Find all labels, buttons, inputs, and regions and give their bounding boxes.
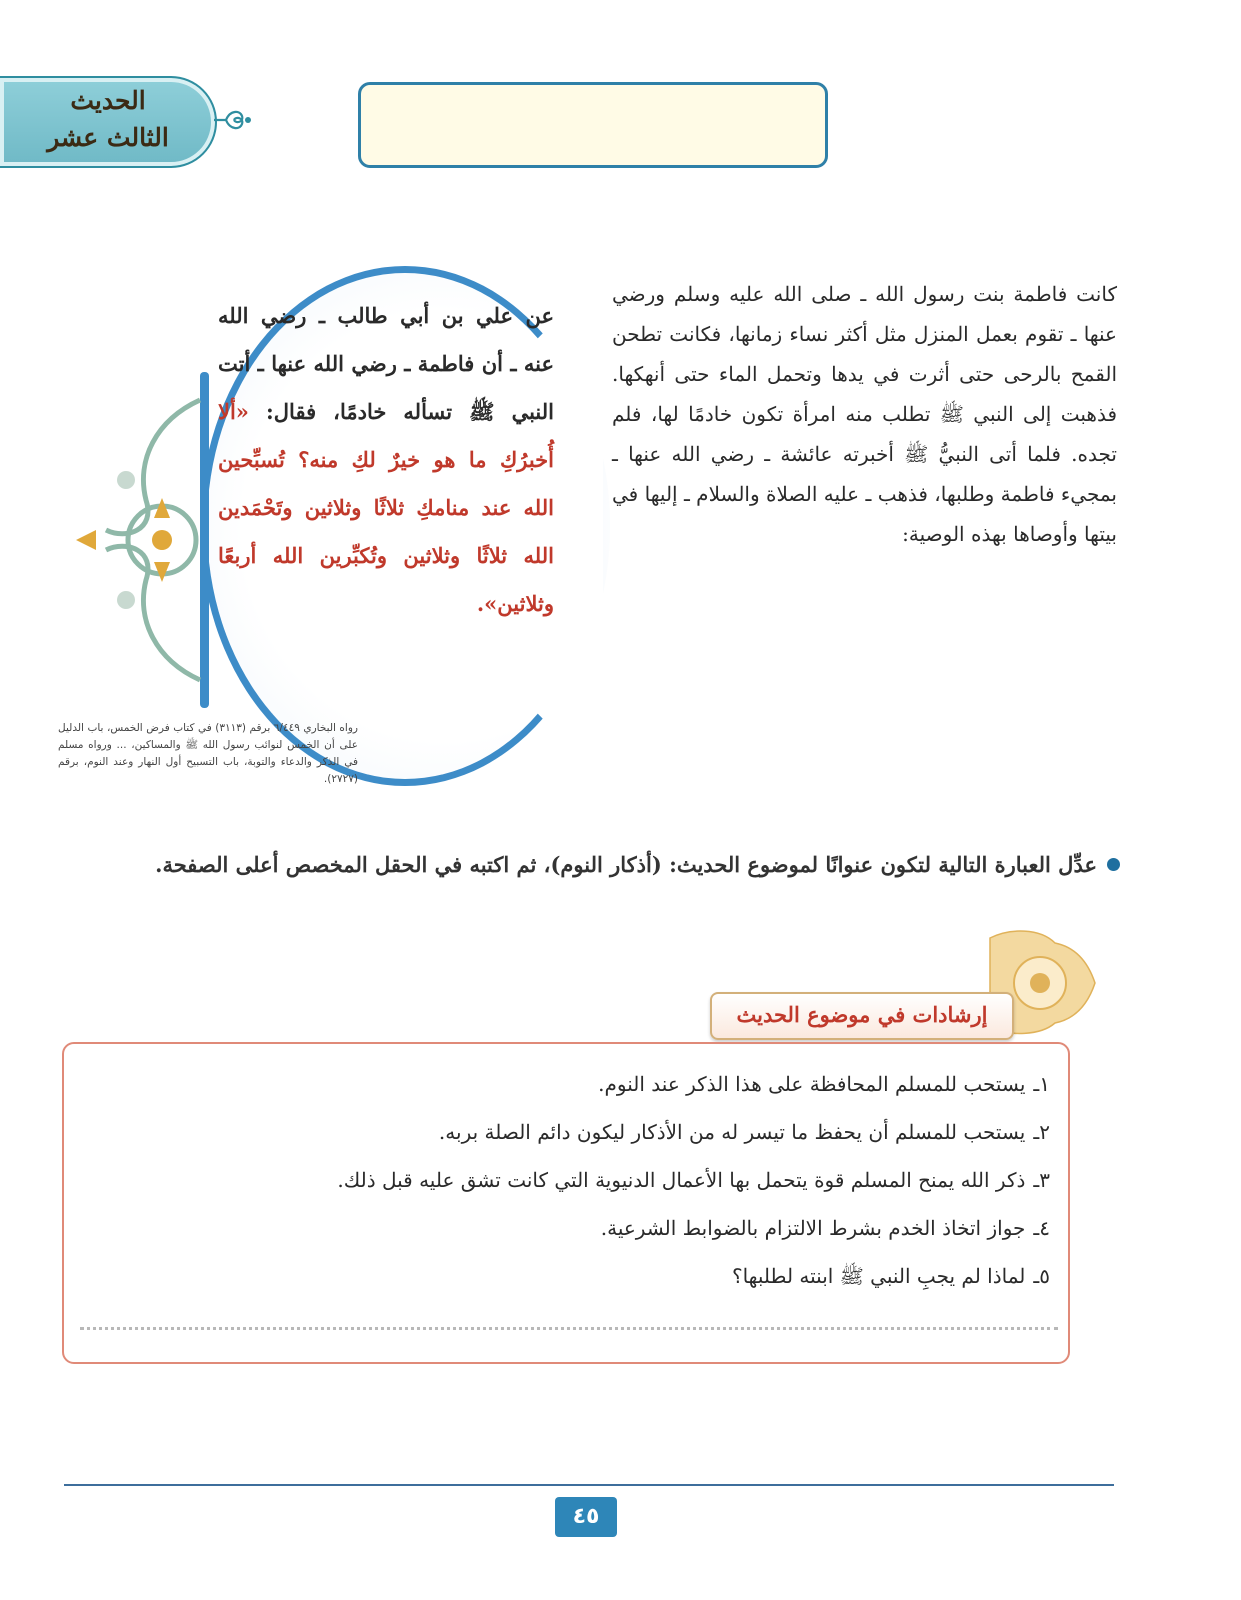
guidance-item-text: لماذا لم يجبِ النبي ﷺ ابنته لطلبها؟: [731, 1264, 1026, 1288]
guidance-item-text: جواز اتخاذ الخدم بشرط الالتزام بالضوابط الشرعية.: [600, 1216, 1026, 1240]
guidance-item-number: ١ـ: [1033, 1072, 1050, 1096]
guidance-item-text: يستحب للمسلم أن يحفظ ما تيسر له من الأذكار ليكون دائم الصلة بربه.: [438, 1120, 1026, 1144]
guidance-header: [710, 928, 1120, 1038]
guidance-item: [90, 1156, 1050, 1204]
footer-rule: [64, 1484, 1114, 1486]
lesson-title: [8, 82, 208, 156]
bullet-icon: [1107, 858, 1120, 871]
lesson-tab: [0, 72, 258, 172]
hadith-source-note: رواه البخاري ٦/٤٤٩ برقم (٣١١٣) في كتاب فرض الخمس، باب الدليل على أن الخمس لنوائب رسول الله ﷺ والمساكين، ... ورواه مسلم في الذكر والدعاء والتوبة، باب التسبيح أول النهار وعند النوم، برقم (٢٧٢٧).: [58, 722, 358, 785]
guidance-item-number: ٤ـ: [1033, 1216, 1050, 1240]
guidance-item-number: ٣ـ: [1033, 1168, 1050, 1192]
hadith-title-field[interactable]: [358, 82, 828, 168]
hadith-text: [218, 292, 554, 628]
guidance-item: [90, 1252, 1050, 1300]
hadith-prophet-words: «ألا أُخبرُكِ ما هو خيرٌ لكِ منه؟ تُسبِّحين الله عند منامكِ ثلاثًا وثلاثين وتَحْمَدين الله ثلاثًا وثلاثين وتُكبِّرين الله أربعًا وثلاثين».: [218, 399, 554, 616]
page-number: ٤٥: [555, 1497, 617, 1537]
arabesque-ornament-icon: [212, 102, 256, 138]
guidance-item: [90, 1108, 1050, 1156]
guidance-item: [90, 1204, 1050, 1252]
guidance-item-number: ٥ـ: [1033, 1264, 1050, 1288]
guidance-list: [90, 1060, 1050, 1300]
lesson-title-line2: الثالث عشر: [47, 123, 169, 152]
hadith-narration: عن علي بن أبي طالب ـ رضي الله عنه ـ أن فاطمة ـ رضي الله عنها ـ أتت النبي ﷺ تسأله خادمًا، فقال:: [218, 303, 555, 424]
lesson-title-line1: الحديث: [70, 86, 146, 115]
guidance-heading: إرشادات في موضوع الحديث: [710, 992, 1014, 1040]
guidance-item: [90, 1060, 1050, 1108]
guidance-item-text: يستحب للمسلم المحافظة على هذا الذكر عند النوم.: [598, 1072, 1026, 1096]
answer-line[interactable]: [80, 1327, 1058, 1330]
intro-paragraph: كانت فاطمة بنت رسول الله ـ صلى الله عليه وسلم ورضي عنها ـ تقوم بعمل المنزل مثل أكثر نساء زمانها، فكانت تطحن القمح بالرحى حتى أثرت في يدها وتحمل الماء حتى أنهكها. فذهبت إلى النبي ﷺ تطلب منه امرأة تكون خادمًا لها، فلم تجده. فلما أتى النبيُّ ﷺ أخبرته عائشة ـ رضي الله عنها ـ بمجيء فاطمة وطلبها، فذهب ـ عليه الصلاة والسلام ـ إليها في بيتها وأوصاها بهذه الوصية:: [612, 282, 1117, 546]
instruction-line: [60, 852, 1120, 877]
guidance-item-number: ٢ـ: [1033, 1120, 1050, 1144]
floral-ornament-icon: [66, 380, 206, 700]
guidance-item-text: ذكر الله يمنح المسلم قوة يتحمل بها الأعمال الدنيوية التي كانت تشق عليه قبل ذلك.: [337, 1168, 1026, 1192]
instruction-text: عدِّل العبارة التالية لتكون عنوانًا لموضوع الحديث: (أذكار النوم)، ثم اكتبه في الحقل المخصص أعلى الصفحة.: [155, 852, 1097, 877]
